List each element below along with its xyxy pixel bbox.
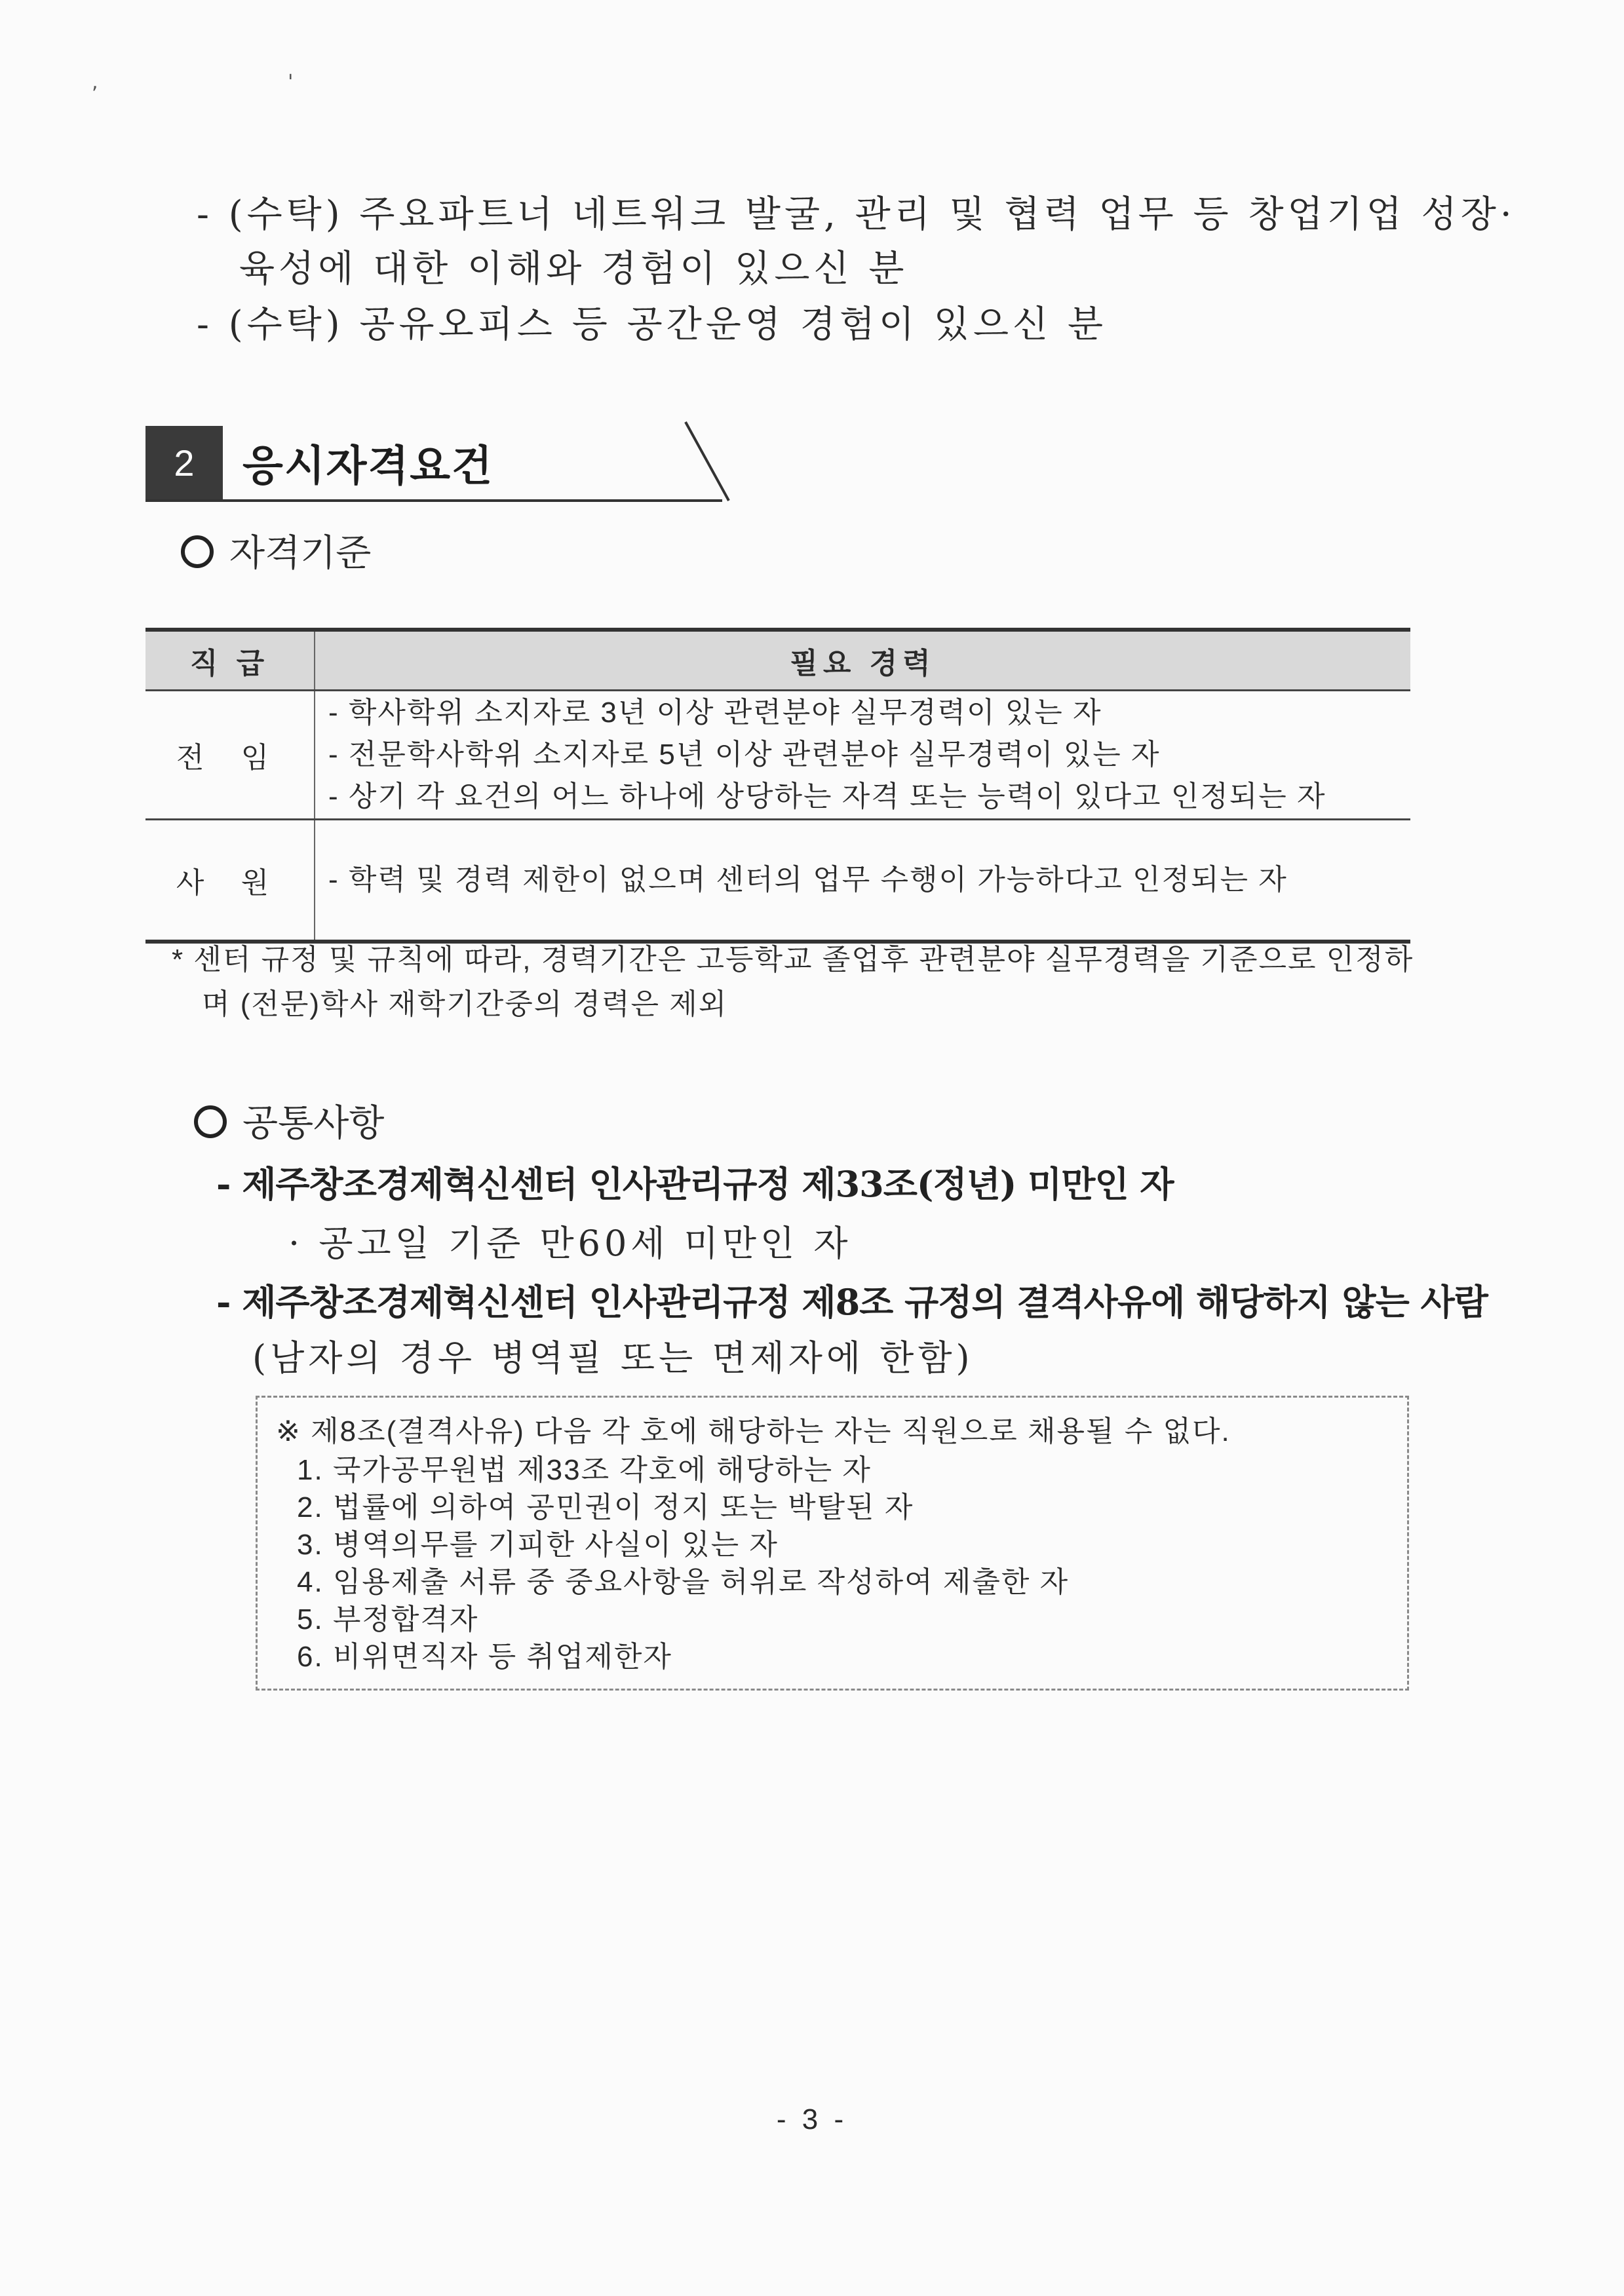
common-item-1: - 제주창조경제혁신센터 인사관리규정 제33조(정년) 미만인 자 [216, 1163, 1174, 1205]
section-slash-decoration [682, 419, 734, 505]
disqualification-box [256, 1396, 1409, 1691]
table-note-line-2: 며 (전문)학사 재학기간중의 경력은 제외 [202, 988, 728, 1020]
disqualification-item: 5. 부정합격자 [297, 1603, 479, 1636]
common-item-1-sub: · 공고일 기준 만60세 미만인 자 [288, 1223, 852, 1264]
table-header-grade: 직 급 [145, 630, 315, 691]
section-title: 응시자격요건 [242, 442, 493, 489]
requirement-cell [315, 691, 1410, 820]
disqualification-item: 2. 법률에 의하여 공민권이 정지 또는 박탈된 자 [297, 1491, 914, 1523]
common-item-2-sub: (남자의 경우 병역필 또는 면제자에 한함) [252, 1337, 974, 1379]
disqualification-item: 4. 임용제출 서류 중 중요사항을 허위로 작성하여 제출한 자 [297, 1566, 1070, 1598]
circle-bullet-icon [181, 535, 214, 568]
qualification-heading-text: 자격기준 [229, 532, 372, 575]
intro-line-3: - (수탁) 공유오피스 등 공간운영 경험이 있으신 분 [197, 303, 1108, 346]
requirement-line: - 전문학사학위 소지자로 5년 이상 관련분야 실무경력이 있는 자 [328, 738, 1161, 771]
qualification-heading [181, 524, 371, 577]
table-header-requirement: 필요 경력 [315, 630, 1410, 691]
table-note-line-1: * 센터 규정 및 규칙에 따라, 경력기간은 고등학교 졸업후 관련분야 실무경력을 기준으로 인정하 [172, 944, 1414, 976]
requirement-line: - 학사학위 소지자로 3년 이상 관련분야 실무경력이 있는 자 [328, 697, 1102, 729]
scan-marks: , ' [92, 71, 385, 94]
common-item-2: - 제주창조경제혁신센터 인사관리규정 제8조 규정의 결격사유에 해당하지 않는 사람 [216, 1281, 1488, 1323]
intro-line-1: - (수탁) 주요파트너 네트워크 발굴, 관리 및 협력 업무 등 창업기업 성장· [197, 193, 1516, 236]
common-heading-text: 공통사항 [242, 1102, 385, 1145]
common-heading [194, 1094, 384, 1147]
section-number-badge: 2 [145, 426, 223, 499]
page-number: - 3 - [776, 2103, 848, 2135]
section-underline [145, 499, 722, 502]
requirement-line: - 상기 각 요건의 어느 하나에 상당하는 자격 또는 능력이 있다고 인정되는 자 [328, 780, 1326, 813]
table-row [145, 820, 1410, 942]
disqualification-item: 3. 병역의무를 기피한 사실이 있는 자 [297, 1529, 779, 1561]
circle-bullet-icon [194, 1105, 227, 1138]
disqualification-title: ※ 제8조(결격사유) 다음 각 호에 해당하는 자는 직원으로 채용될 수 없다. [276, 1415, 1231, 1447]
grade-cell: 전 임 [145, 691, 315, 820]
grade-cell: 사 원 [145, 820, 315, 942]
qualification-table [145, 628, 1410, 944]
requirement-cell [315, 820, 1410, 942]
disqualification-item: 6. 비위면직자 등 취업제한자 [297, 1641, 672, 1673]
disqualification-item: 1. 국가공무원법 제33조 각호에 해당하는 자 [297, 1454, 872, 1486]
requirement-line: - 학력 및 경력 제한이 없으며 센터의 업무 수행이 가능하다고 인정되는 자 [328, 864, 1288, 896]
intro-line-2: 육성에 대한 이해와 경험이 있으신 분 [239, 248, 908, 290]
table-row [145, 691, 1410, 820]
